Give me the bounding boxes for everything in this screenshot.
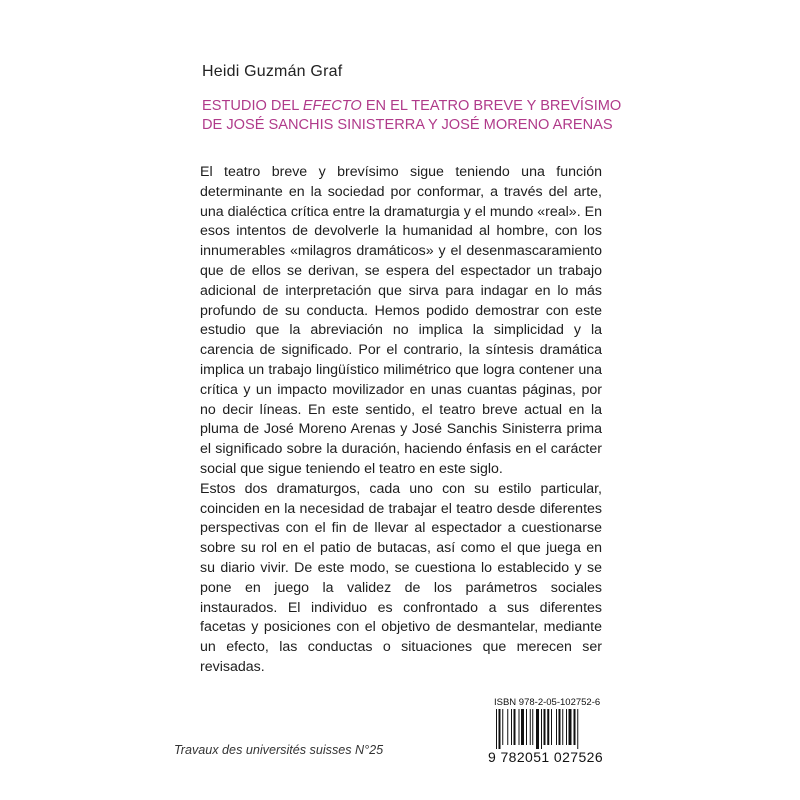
synopsis-paragraph-1: El teatro breve y brevísimo sigue teniendo una función determinante en la sociedad por conformar, a través del arte, una dialéctica crítica entre la dramaturgia y el mundo «real». En esos intentos de devolverle la humanidad al hombre, con los innumerables «milagros dramáticos» y el desenmascaramiento que de ellos se derivan, se espera del espectador un trabajo adicional de interpretación que sirva para indagar en lo más profundo de su conducta. Hemos podido demostrar con este estudio que la abreviación no implica la simplicidad y la carencia de significado. Por el contrario, la síntesis dramática implica un trabajo lingüístico milimétrico que logra contener una crítica y un impacto movilizador en unas cuantas páginas, por no decir líneas. En este sentido, el teatro breve actual en la pluma de José Moreno Arenas y José Sanchis Sinisterra prima el significado sobre la duración, haciendo énfasis en el carácter social que sigue teniendo el teatro en este siglo. (200, 164, 602, 477)
title-italic-word: EFECTO (302, 98, 362, 114)
title-part-1: ESTUDIO DEL (202, 98, 303, 114)
title-line-2: DE JOSÉ SANCHIS SINISTERRA Y JOSÉ MORENO ARENAS (202, 117, 613, 133)
isbn-digits: 9 782051 027526 (488, 749, 603, 765)
barcode-icon (496, 709, 614, 749)
synopsis (200, 163, 602, 678)
author-name: Heidi Guzmán Graf (202, 63, 343, 80)
title-part-2: EN EL TEATRO BREVE Y BREVÍSIMO (361, 98, 622, 114)
series-name: Travaux des universités suisses N°25 (174, 743, 384, 757)
book-title (202, 97, 622, 135)
isbn-barcode (488, 697, 618, 769)
isbn-label: ISBN 978-2-05-102752-6 (494, 697, 601, 708)
synopsis-paragraph-2: Estos dos dramaturgos, cada uno con su estilo particular, coinciden en la necesidad de trabajar el teatro desde diferentes perspectivas con el fin de llevar al espectador a cuestionarse sobre su rol en el patio de butacas, así como el que juega en su diario vivir. De este modo, se cuestiona lo establecido y se pone en juego la validez de los parámetros sociales instaurados. El individuo es confrontado a sus diferentes facetas y posiciones con el objetivo de desmantelar, mediante un efecto, las conductas o situaciones que merecen ser revisadas. (200, 480, 602, 675)
